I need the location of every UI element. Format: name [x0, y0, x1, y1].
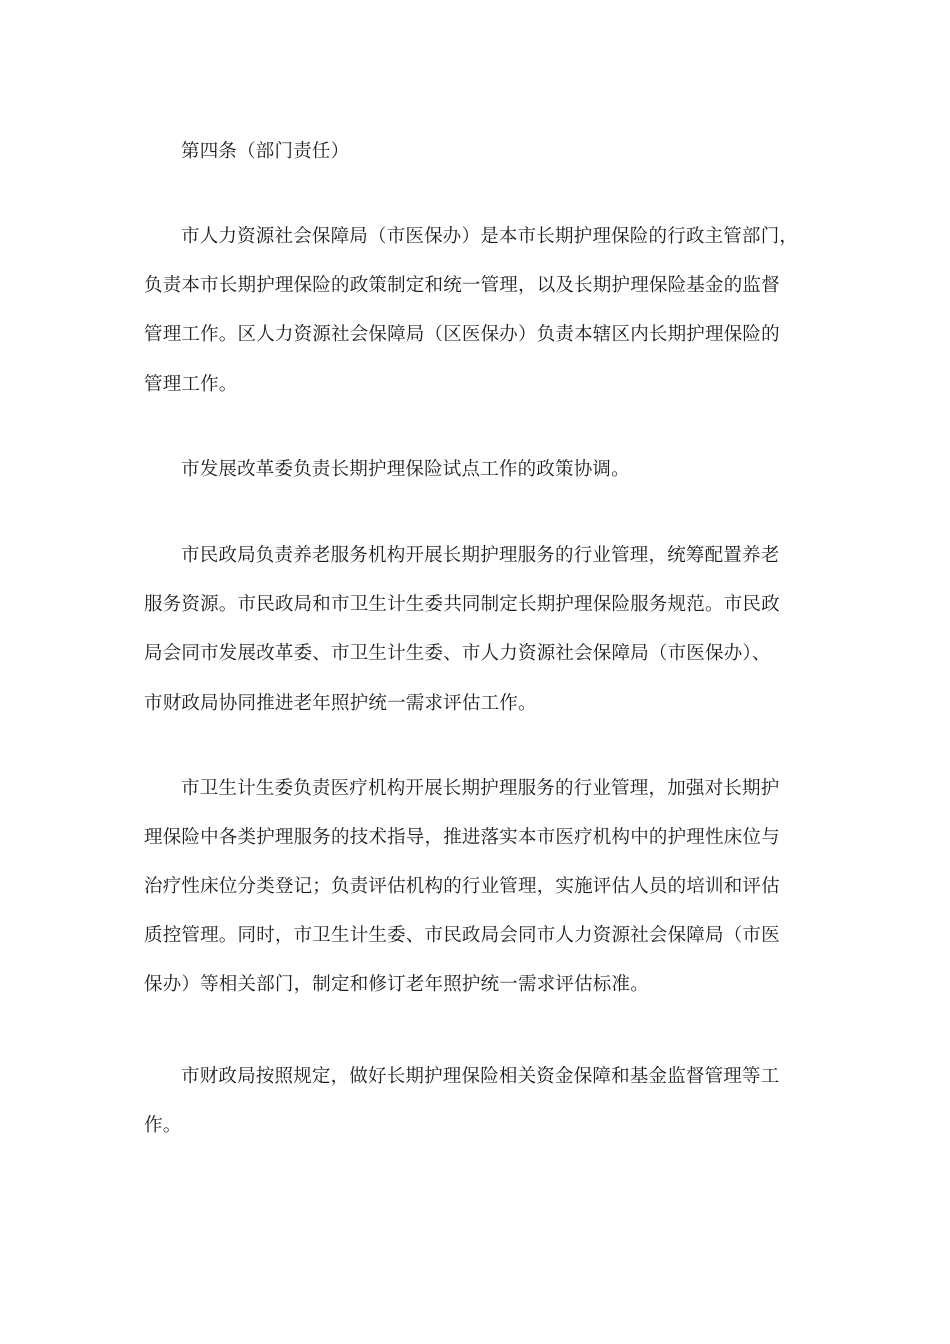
paragraph-4-line-5: 保办）等相关部门，制定和修订老年照护统一需求评估标准。: [144, 974, 649, 995]
paragraph-3-line-4: 市财政局协同推进老年照护统一需求评估工作。: [144, 693, 537, 714]
paragraph-4-line-3: 治疗性床位分类登记；负责评估机构的行业管理，实施评估人员的培训和评估: [144, 876, 780, 897]
paragraph-1-line-3: 管理工作。区人力资源社会保障局（区医保办）负责本辖区内长期护理保险的: [144, 324, 780, 345]
paragraph-2-line-1: 市发展改革委负责长期护理保险试点工作的政策协调。: [181, 459, 630, 480]
paragraph-1-line-4: 管理工作。: [144, 374, 238, 395]
paragraph-3-line-2: 服务资源。市民政局和市卫生计生委共同制定长期护理保险服务规范。市民政: [144, 594, 780, 615]
paragraph-4-line-1: 市卫生计生委负责医疗机构开展长期护理服务的行业管理，加强对长期护: [181, 778, 780, 799]
paragraph-3-line-1: 市民政局负责养老服务机构开展长期护理服务的行业管理，统筹配置养老: [181, 545, 780, 566]
paragraph-1-line-1: 市人力资源社会保障局（市医保办）是本市长期护理保险的行政主管部门，: [181, 226, 799, 247]
paragraph-5-line-2: 作。: [144, 1115, 182, 1136]
paragraph-4-line-2: 理保险中各类护理服务的技术指导，推进落实本市医疗机构中的护理性床位与: [144, 827, 780, 848]
paragraph-1-line-2: 负责本市长期护理保险的政策制定和统一管理，以及长期护理保险基金的监督: [144, 275, 780, 296]
article-heading: 第四条（部门责任）: [181, 141, 350, 162]
paragraph-4-line-4: 质控管理。同时，市卫生计生委、市民政局会同市人力资源社会保障局（市医: [144, 925, 780, 946]
paragraph-3-line-3: 局会同市发展改革委、市卫生计生委、市人力资源社会保障局（市医保办）、: [144, 643, 771, 664]
paragraph-5-line-1: 市财政局按照规定，做好长期护理保险相关资金保障和基金监督管理等工: [181, 1066, 780, 1087]
